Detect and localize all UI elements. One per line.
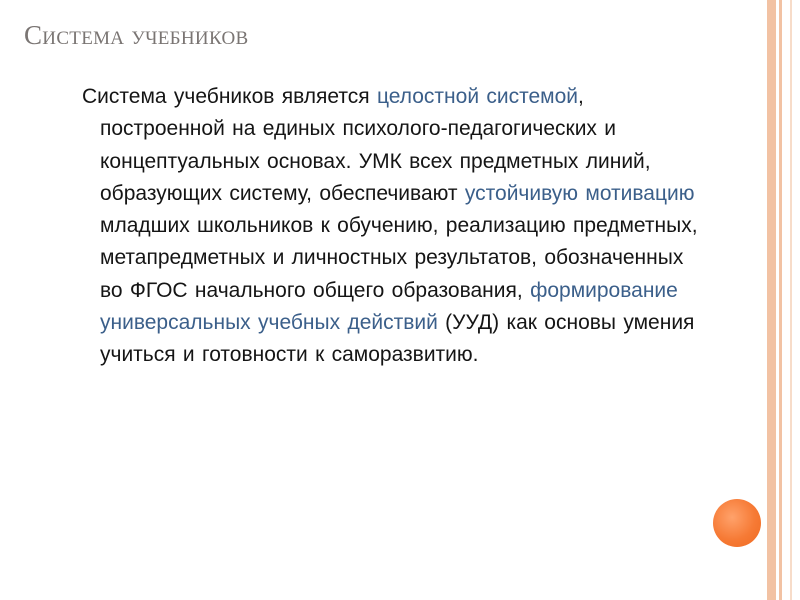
- decorative-orb: [713, 499, 761, 547]
- decorative-rail-outer: [767, 0, 776, 600]
- slide-title: Система учебников: [24, 20, 249, 50]
- highlight-phrase: устойчивую мотивацию: [464, 181, 695, 205]
- highlight-phrase: целостной системой: [376, 85, 579, 108]
- body-text-segment: , построенной на единых психолого-педагогических и концептуальных основах. УМК всех предметных линий, образующих систему, обеспечивают: [100, 85, 651, 205]
- body-text-segment: младших школьников к обучению, реализацию предметных, метапредметных и личностных результатов, обозначенных во ФГОС начального общего образования,: [100, 214, 698, 302]
- highlight-phrase: формирование универсальных учебных действий: [100, 278, 678, 335]
- body-text-segment: Система учебников является: [82, 85, 377, 108]
- decorative-rail-edge: [790, 0, 792, 600]
- slide-body-paragraph: [82, 81, 700, 372]
- body-text-segment: (УУД) как основы умения учиться и готовности к саморазвитию.: [100, 311, 695, 367]
- decorative-rail-inner: [779, 0, 782, 600]
